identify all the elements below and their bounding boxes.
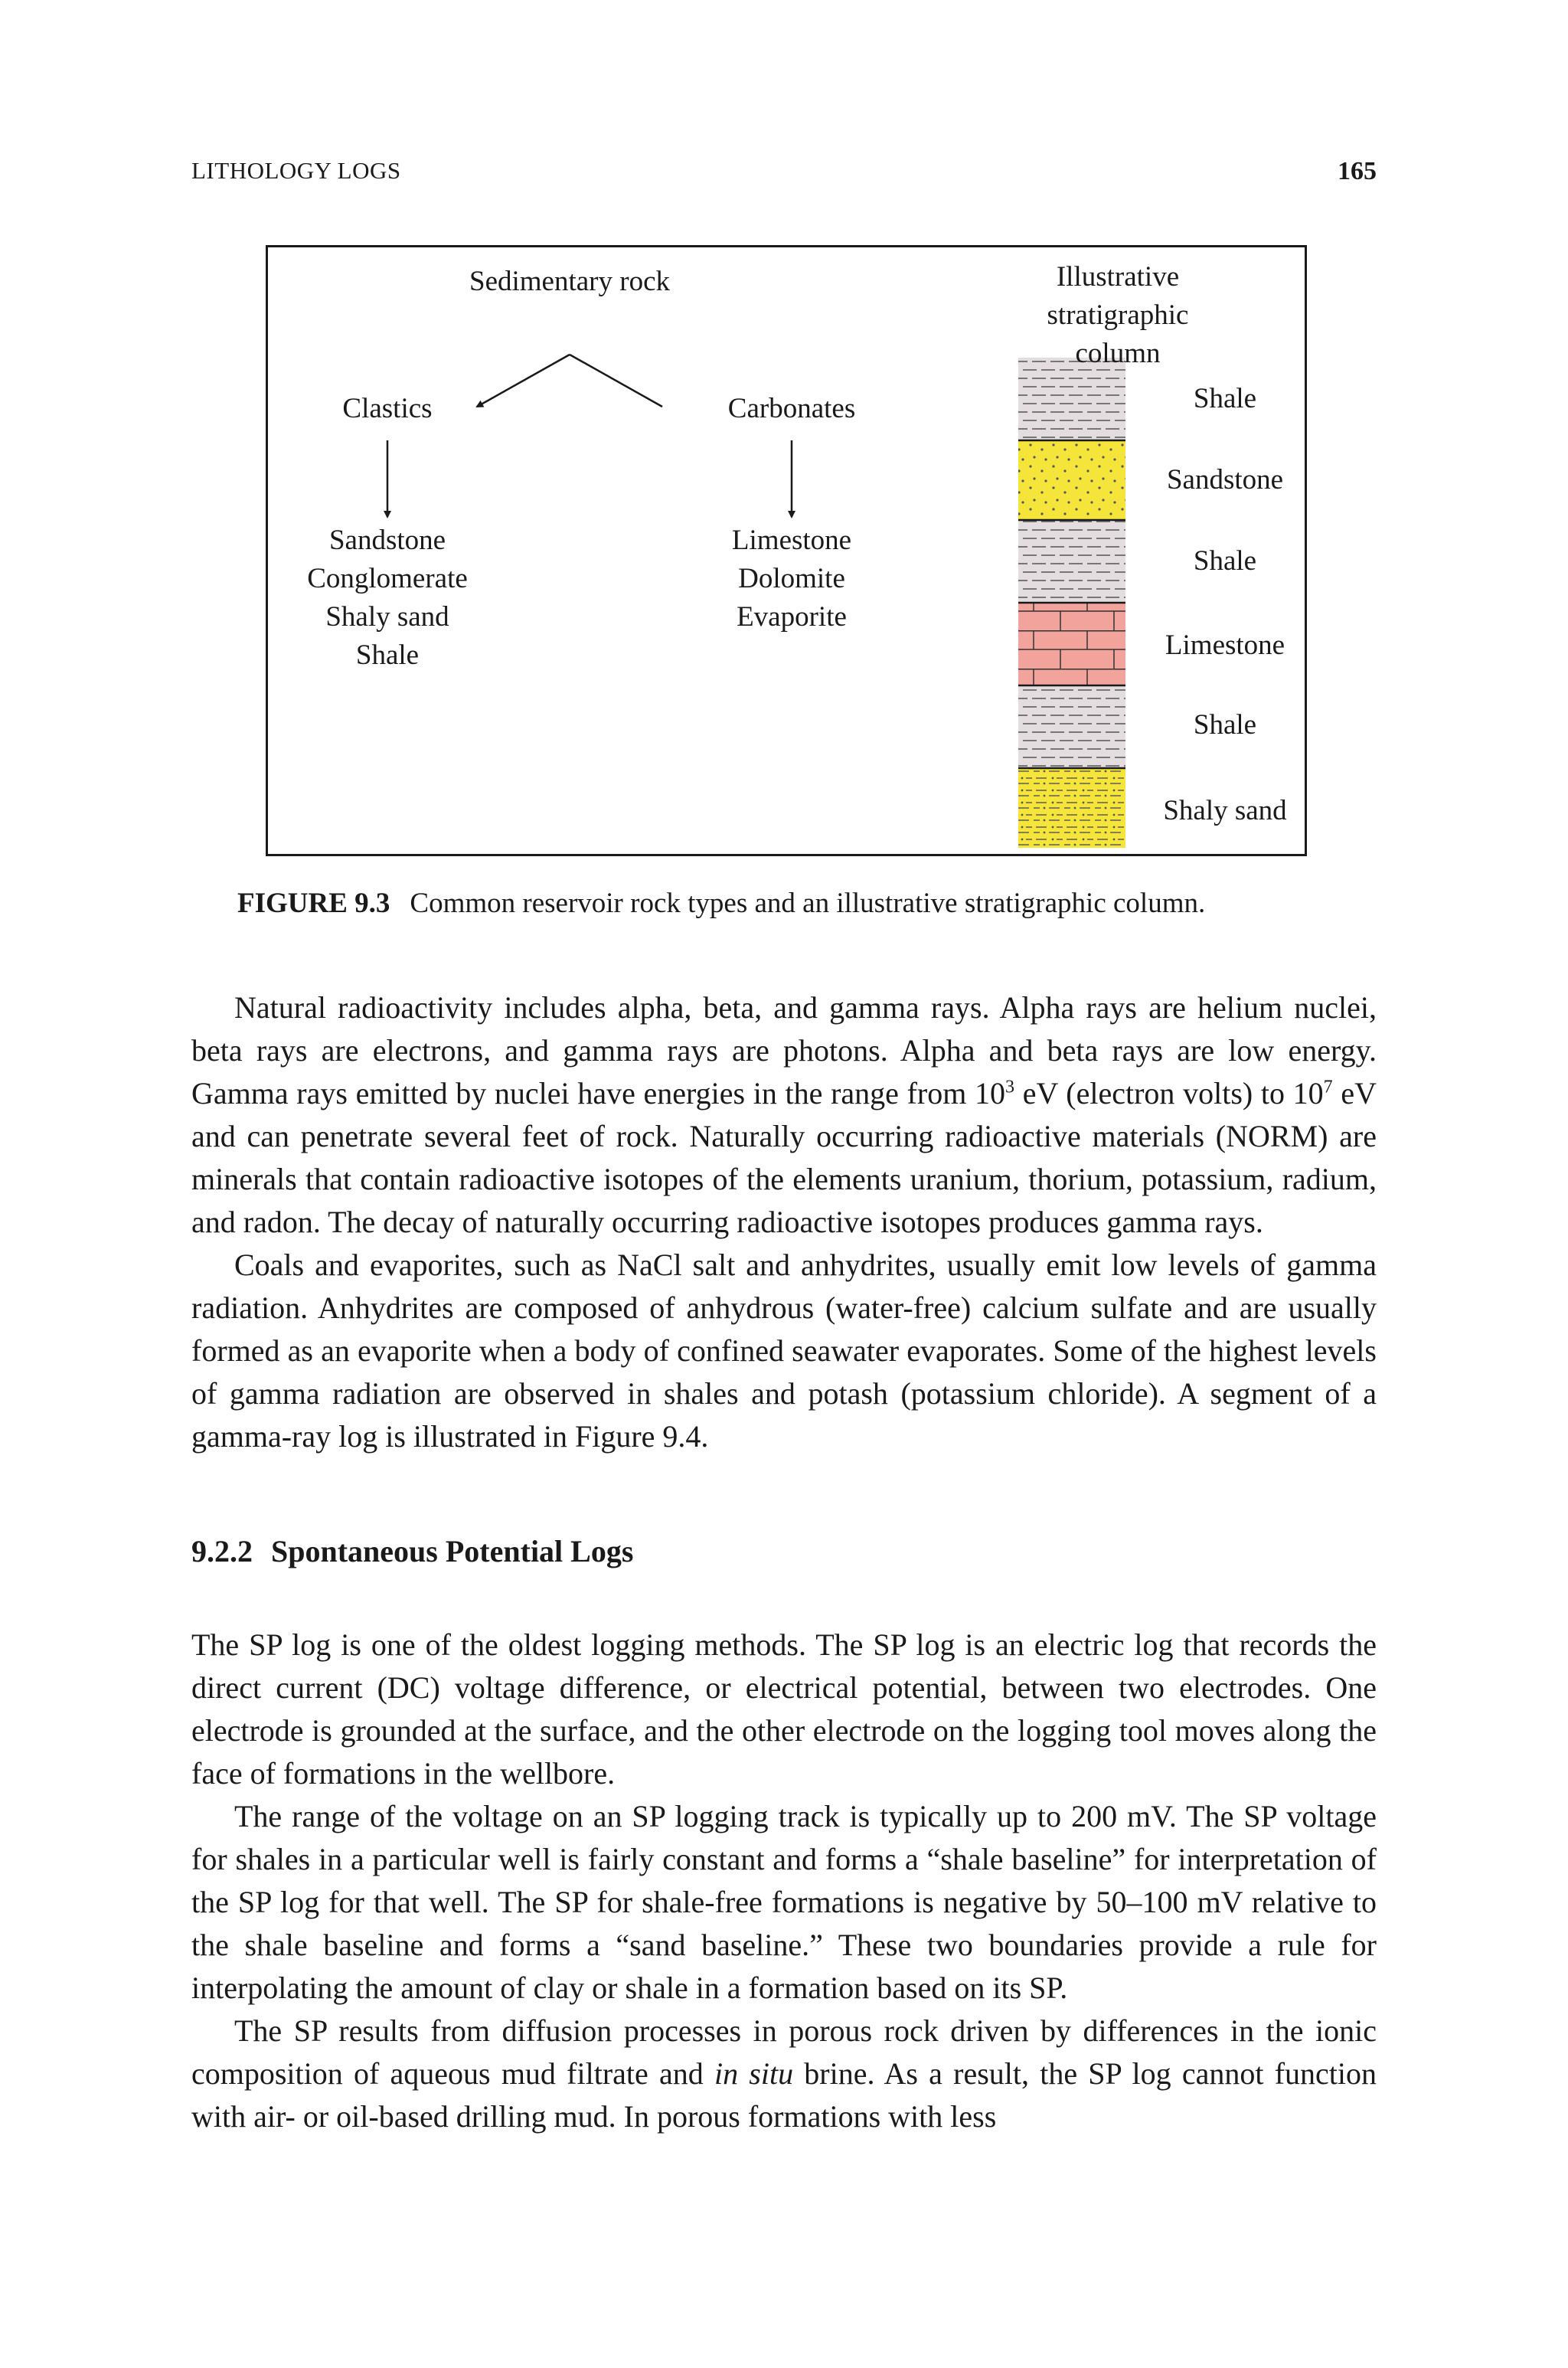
clastics-item: Conglomerate bbox=[307, 563, 468, 594]
clastics-item: Shale bbox=[355, 639, 420, 671]
caption-text: Common reservoir rock types and an illustrative stratigraphic column. bbox=[410, 888, 1206, 919]
carbonates-item: Limestone bbox=[731, 525, 852, 556]
carbonates-item: Evaporite bbox=[737, 601, 847, 633]
layer-label: Sandstone bbox=[1166, 464, 1284, 496]
layer-limestone bbox=[1018, 603, 1125, 685]
carbonates-item: Dolomite bbox=[738, 563, 845, 594]
section-title: Spontaneous Potential Logs bbox=[271, 1534, 634, 1568]
paragraph: Natural radioactivity includes alpha, beta, and gamma rays. Alpha rays are helium nuclei, beta rays are electrons, and gamma rays are photons. Alpha and beta rays are low energy. Gamma rays emitted by nuclei have energies in the range from $10^3$ eV (electron volts) to $10^7$ eV and can penetrate several feet of rock. Naturally occurring radioactive materials (NORM) are minerals that contain radioactive isotopes of the elements uranium, thorium, potassium, radium, and radon. The decay of naturally occurring radioactive isotopes produces gamma rays. bbox=[191, 990, 1377, 1239]
paragraph: The SP log is one of the oldest logging methods. The SP log is an electric log that records the direct current (DC) voltage difference, or electrical potential, between two electrodes. One electrode is grounded at the surface, and the other electrode on the logging tool moves along the face of formations in the wellbore. bbox=[191, 1627, 1377, 1791]
layer-shale-2 bbox=[1018, 520, 1125, 603]
paragraph: Coals and evaporites, such as NaCl salt and anhydrites, usually emit low levels of gamma radiation. Anhydrites are composed of anhydrous (water-free) calcium sulfate and are usually formed as an evaporite when a body of confined seawater evaporates. Some of the highest levels of gamma radiation are observed in shales and potash (potassium chloride). A segment of a gamma-ray log is illustrated in Figure 9.4. bbox=[191, 1248, 1377, 1454]
column-title: Illustrative stratigraphic column bbox=[1047, 261, 1189, 369]
body-lower bbox=[191, 1624, 1377, 2138]
layer-label: Limestone bbox=[1165, 630, 1285, 661]
page-number: 165 bbox=[1338, 157, 1377, 185]
figure-9-3 bbox=[266, 245, 1307, 856]
branch-line-clastics bbox=[477, 355, 570, 407]
paragraph: The range of the voltage on an SP logging track is typically up to 200 mV. The SP voltage for shales in a particular well is fairly constant and forms a “shale baseline” for interpretation of the SP log for that well. The SP for shale-free formations is negative by 50–100 mV relative to the shale baseline and forms a “sand baseline.” These two boundaries provide a rule for interpolating the amount of clay or shale in a formation based on its SP. bbox=[191, 1799, 1377, 2005]
section-number: 9.2.2 bbox=[191, 1534, 253, 1568]
layer-label: Shale bbox=[1193, 545, 1257, 577]
label-clastics: Clastics bbox=[342, 393, 433, 424]
section-heading bbox=[191, 1533, 633, 1569]
figure-caption bbox=[237, 887, 1205, 920]
clastics-item: Shaly sand bbox=[325, 601, 449, 633]
stratigraphic-column bbox=[1018, 358, 1125, 848]
label-sedimentary-rock: Sedimentary rock bbox=[469, 266, 670, 297]
layer-label: Shaly sand bbox=[1163, 795, 1287, 826]
layer-shaly-sand bbox=[1018, 768, 1125, 848]
paragraph: The SP results from diffusion processes in porous rock driven by differences in the ionic composition of aqueous mud filtrate and in situ brine. As a result, the SP log cannot function with air- or oil-based drilling mud. In porous formations with less bbox=[191, 2013, 1377, 2134]
clastics-list bbox=[273, 522, 502, 675]
label-carbonates: Carbonates bbox=[727, 393, 856, 424]
running-title: LITHOLOGY LOGS bbox=[191, 157, 401, 184]
carbonates-list bbox=[677, 522, 906, 636]
layer-label: Shale bbox=[1193, 709, 1257, 741]
layer-shale-3 bbox=[1018, 685, 1125, 768]
clastics-item: Sandstone bbox=[328, 525, 446, 556]
branch-line-carbonates bbox=[570, 355, 662, 407]
layer-label: Shale bbox=[1193, 383, 1257, 414]
running-head bbox=[191, 157, 1377, 188]
layer-sandstone bbox=[1018, 440, 1125, 520]
caption-label: FIGURE 9.3 bbox=[237, 888, 390, 919]
body-upper bbox=[191, 986, 1377, 1458]
